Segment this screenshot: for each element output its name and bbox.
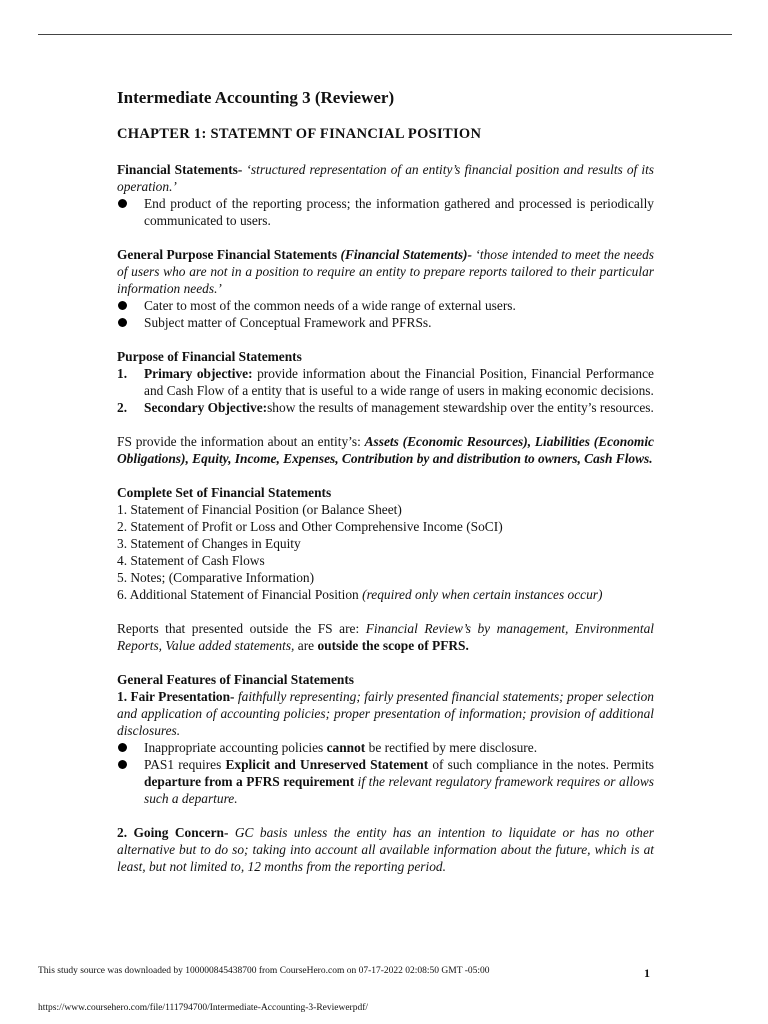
- list-item: 3. Statement of Changes in Equity: [117, 536, 301, 551]
- source-url[interactable]: https://www.coursehero.com/file/111794700/Intermediate-Accounting-3-Reviewerpdf/: [38, 1003, 369, 1013]
- list-item: 2. Statement of Profit or Loss and Other Comprehensive Income (SoCI): [117, 519, 503, 534]
- document-title: Intermediate Accounting 3 (Reviewer): [117, 88, 395, 107]
- going-concern-text: GC basis unless the entity has an intention to liquidate or has no other alternative but to do so; taking into account all available information about the future, which is at least, but not limited to, 12 months from the reporting period.: [117, 825, 654, 874]
- chapter-heading: CHAPTER 1: STATEMNT OF FINANCIAL POSITION: [117, 126, 482, 142]
- download-notice: This study source was downloaded by 100000845438700 from CourseHero.com on 07-17-2022 02:08:50 GMT -05:00: [38, 966, 490, 976]
- list-item-text: provide information about the Financial Position, Financial Performance and Cash Flow of a entity that is useful to a wide range of users in making economic decisions.: [144, 366, 654, 398]
- fs-provide-paragraph: [117, 433, 654, 467]
- list-number: 1.: [117, 366, 128, 381]
- bullet-icon: [118, 743, 127, 752]
- top-divider: [38, 34, 732, 35]
- reports-are: are: [294, 638, 318, 653]
- list-label: Secondary Objective:: [144, 400, 268, 415]
- list-number: 2.: [117, 400, 128, 415]
- gpfs-term: General Purpose Financial Statements: [117, 247, 338, 262]
- gpfs-definition: [117, 246, 654, 297]
- fs-definition-text: ‘structured representation of an entity’s financial position and results of its operation.’: [117, 162, 654, 194]
- list-item: 1. Statement of Financial Position (or Balance Sheet): [117, 502, 402, 517]
- reports-paragraph: [117, 620, 654, 654]
- list-item-text: End product of the reporting process; the information gathered and processed is periodically communicated to users.: [144, 196, 654, 228]
- list-item: [117, 756, 654, 807]
- list-item-emphasis: cannot: [326, 740, 366, 755]
- list-item: [117, 365, 654, 399]
- fair-presentation-label: 1. Fair Presentation-: [117, 689, 235, 704]
- list-item-text: Subject matter of Conceptual Framework and PFRSs.: [144, 315, 432, 330]
- list-item: [117, 297, 654, 314]
- gpfs-paren: (Financial Statements)-: [337, 247, 472, 262]
- reports-lead: Reports that presented outside the FS are:: [117, 621, 366, 636]
- list-item-text: be rectified by mere disclosure.: [365, 740, 538, 755]
- list-item: 5. Notes; (Comparative Information): [117, 570, 315, 585]
- list-item-text: show the results of management stewardship over the entity’s resources.: [267, 400, 654, 415]
- fs-term: Financial Statements-: [117, 162, 243, 177]
- list-item-text: PAS1 requires: [144, 757, 226, 772]
- fair-presentation-text: faithfully representing; fairly presented financial statements; proper selection and application of accounting policies; proper presentation of information; provision of additional disclosures.: [117, 689, 654, 738]
- bullet-icon: [118, 318, 127, 327]
- list-item-note: (required only when certain instances occur): [362, 587, 603, 602]
- fair-presentation-paragraph: [117, 688, 654, 739]
- reports-list: Financial Review’s by management, Environmental Reports, Value added statements,: [117, 621, 655, 653]
- list-item-text: of such compliance in the notes. Permits: [428, 757, 654, 772]
- list-item-note: if the relevant regulatory framework requires or allows such a departure.: [144, 774, 655, 806]
- gpfs-definition-text: ‘those intended to meet the needs of users who are not in a position to require an entity to prepare reports tailored to their particular information needs.’: [117, 247, 654, 296]
- list-item-emphasis: departure from a PFRS requirement: [144, 774, 355, 789]
- purpose-heading: Purpose of Financial Statements: [117, 349, 302, 364]
- list-item: [117, 586, 654, 603]
- bullet-icon: [118, 760, 127, 769]
- list-item-text: Inappropriate accounting policies: [144, 740, 327, 755]
- list-item: [117, 399, 654, 416]
- fs-definition: [117, 161, 654, 195]
- list-label: Primary objective:: [144, 366, 253, 381]
- going-concern-label: 2. Going Concern-: [117, 825, 229, 840]
- general-features-heading: General Features of Financial Statements: [117, 672, 355, 687]
- fs-provide-lead: FS provide the information about an entity’s:: [117, 434, 365, 449]
- list-item-text: 6. Additional Statement of Financial Position: [117, 587, 363, 602]
- fs-provide-items: Assets (Economic Resources), Liabilities (Economic Obligations), Equity, Income, Expenses, Contribution by and distribution to owners, Cash Flows.: [117, 434, 654, 466]
- list-item-text: Cater to most of the common needs of a wide range of external users.: [144, 298, 516, 313]
- reports-scope: outside the scope of PFRS.: [317, 638, 469, 653]
- page-number: 1: [644, 966, 650, 980]
- complete-set-heading: Complete Set of Financial Statements: [117, 485, 332, 500]
- list-item: [117, 739, 654, 756]
- list-item-emphasis: Explicit and Unreserved Statement: [225, 757, 429, 772]
- bullet-icon: [118, 301, 127, 310]
- bullet-icon: [118, 199, 127, 208]
- going-concern-paragraph: [117, 824, 654, 875]
- list-item: 4. Statement of Cash Flows: [117, 553, 265, 568]
- list-item: [117, 314, 654, 331]
- list-item: [117, 195, 654, 229]
- document-page: [117, 88, 654, 875]
